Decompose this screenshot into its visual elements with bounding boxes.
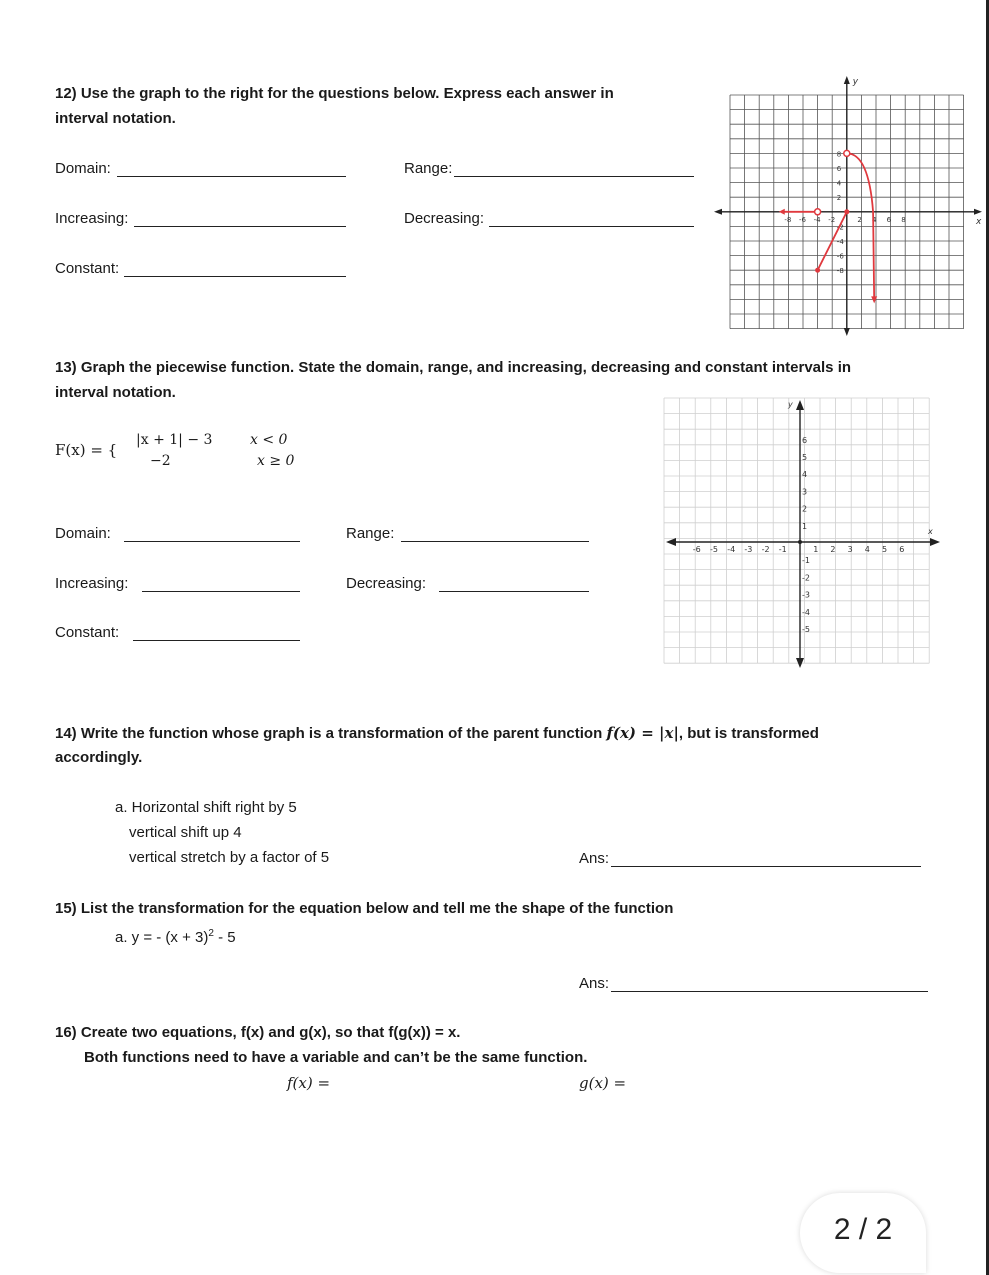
q12-range-blank[interactable]	[454, 176, 694, 177]
q14-parent-function: f(x) = |x|	[606, 724, 679, 742]
x-tick-label: -6	[692, 545, 701, 554]
q13-constant-blank[interactable]	[133, 640, 300, 641]
x-axis-arrow-left	[666, 538, 676, 546]
q13-increasing-label: Increasing:	[55, 575, 129, 592]
x-tick-label: -5	[710, 545, 718, 554]
q14-title-line2: accordingly.	[55, 749, 143, 766]
y-axis-arrow-down	[844, 328, 850, 336]
x-axis-arrow-right	[930, 538, 940, 546]
q16-title: 16) Create two equations, f(x) and g(x), so that f(g(x)) = x.	[55, 1024, 461, 1041]
page-indicator-text: 2 / 2	[833, 1213, 893, 1246]
page-indicator	[800, 1193, 926, 1273]
q13-graph	[660, 394, 942, 670]
q16-g-label: g(x) =	[579, 1074, 627, 1092]
q15-ans-blank[interactable]	[611, 991, 928, 992]
q13-piece2: −2	[150, 453, 171, 469]
q14-item-a1: a. Horizontal shift right by 5	[115, 799, 297, 816]
q13-range-blank[interactable]	[401, 541, 589, 542]
q13-decreasing-blank[interactable]	[439, 591, 589, 592]
y-axis-arrow-up	[796, 400, 804, 410]
x-tick-label: -2	[761, 545, 770, 554]
q13-title-line1: 13) Graph the piecewise function. State the domain, range, and increasing, decreasing and constant intervals in	[55, 359, 852, 376]
q12-title-line1: 12) Use the graph to the right for the questions below. Express each answer in	[55, 85, 614, 102]
q12-title-line2: interval notation.	[55, 110, 176, 127]
y-tick-label: -3	[802, 590, 810, 600]
q13-title-line2: interval notation.	[55, 384, 176, 401]
y-axis-arrow-up	[844, 76, 850, 84]
x-tick-label: -6	[799, 215, 806, 224]
x-tick-label: -4	[727, 545, 736, 554]
x-tick-label: -8	[784, 215, 792, 224]
q14-title-line1	[55, 724, 819, 743]
q14-ans-label: Ans:	[579, 850, 610, 867]
q12-range-label: Range:	[404, 160, 453, 177]
x-axis-arrow-left	[714, 209, 722, 215]
q13-constant-label: Constant:	[55, 624, 120, 641]
x-axis-arrow-right	[974, 209, 982, 215]
y-tick-label: 4	[836, 179, 842, 188]
q15-equation	[115, 925, 236, 947]
x-tick-label: 2	[857, 215, 862, 224]
y-tick-label: -2	[836, 223, 844, 232]
q16-sub: Both functions need to have a variable and can’t be the same function.	[84, 1049, 588, 1066]
x-tick-label: 4	[872, 215, 877, 224]
y-tick-label: -1	[802, 556, 810, 566]
x-tick-label: 6	[886, 215, 892, 224]
q15-eq-post: - 5	[213, 929, 236, 946]
y-axis-label: y	[788, 400, 793, 409]
x-axis-label: x	[928, 527, 933, 536]
constant-segment-arrow	[779, 209, 785, 215]
y-tick-label: -5	[802, 625, 810, 634]
x-tick-label: 6	[899, 545, 905, 554]
q13-cond2: x ≥ 0	[257, 453, 295, 469]
y-tick-label: 3	[802, 487, 808, 497]
x-tick-label: 1	[813, 545, 819, 554]
x-tick-label: 5	[882, 545, 888, 554]
x-tick-label: -2	[828, 215, 836, 224]
closed-dot-bottom	[815, 268, 820, 273]
q14-item-a2: vertical shift up 4	[129, 824, 242, 841]
q14-item-a3: vertical stretch by a factor of 5	[129, 849, 330, 866]
x-tick-label: -1	[778, 545, 787, 554]
y-tick-label: 2	[802, 504, 808, 514]
q13-domain-blank[interactable]	[124, 541, 300, 542]
y-tick-label: -8	[836, 267, 844, 276]
y-tick-label: 8	[836, 150, 842, 159]
x-tick-label: 4	[864, 545, 870, 554]
open-dot-top	[844, 150, 850, 156]
q12-increasing-label: Increasing:	[55, 210, 129, 227]
x-tick-label: -4	[813, 215, 821, 224]
q13-piece1: |x + 1| − 3	[136, 432, 213, 448]
y-tick-label: -6	[836, 252, 844, 261]
q13-decreasing-label: Decreasing:	[346, 575, 427, 592]
q13-range-label: Range:	[346, 525, 395, 542]
q12-constant-label: Constant:	[55, 260, 120, 277]
y-tick-label: -2	[802, 573, 810, 583]
q14-title-post: , but is transformed	[678, 725, 819, 742]
q12-increasing-blank[interactable]	[134, 226, 346, 227]
q13-fx-label: F(x) = {	[55, 441, 118, 459]
q12-domain-blank[interactable]	[117, 176, 346, 177]
q16-f-label: f(x) =	[287, 1074, 331, 1092]
y-axis-label: y	[852, 77, 859, 87]
open-dot-left	[815, 209, 821, 215]
y-tick-label: 1	[802, 521, 808, 531]
q13-cond1: x < 0	[250, 432, 288, 448]
x-tick-label: -3	[744, 545, 753, 554]
q15-eq-sup: 2	[208, 928, 214, 939]
q14-title-pre: 14) Write the function whose graph is a transformation of the parent function	[55, 725, 603, 742]
x-tick-label: 2	[830, 545, 836, 554]
closed-dot-origin	[844, 209, 849, 214]
y-tick-label: 6	[836, 165, 842, 173]
y-tick-label: 5	[802, 453, 808, 462]
y-tick-label: -4	[836, 238, 844, 246]
q14-ans-blank[interactable]	[611, 866, 921, 867]
q12-domain-label: Domain:	[55, 160, 111, 177]
y-tick-label: -4	[802, 607, 810, 617]
q12-graph	[712, 74, 984, 338]
q12-decreasing-blank[interactable]	[489, 226, 694, 227]
q13-domain-label: Domain:	[55, 525, 111, 542]
q12-decreasing-label: Decreasing:	[404, 210, 485, 227]
y-tick-label: 6	[802, 435, 808, 445]
x-tick-label: 3	[847, 545, 853, 554]
y-tick-label: 2	[836, 194, 842, 203]
y-tick-label: 4	[802, 470, 808, 480]
x-tick-label: 8	[901, 215, 906, 224]
x-axis-label: x	[976, 216, 982, 227]
q15-title: 15) List the transformation for the equation below and tell me the shape of the function	[55, 900, 674, 917]
q15-eq-pre: a. y = - (x + 3)	[115, 929, 209, 946]
q12-constant-blank[interactable]	[124, 276, 346, 277]
origin-dot	[798, 540, 802, 544]
q15-ans-label: Ans:	[579, 975, 610, 992]
q13-increasing-blank[interactable]	[142, 591, 300, 592]
